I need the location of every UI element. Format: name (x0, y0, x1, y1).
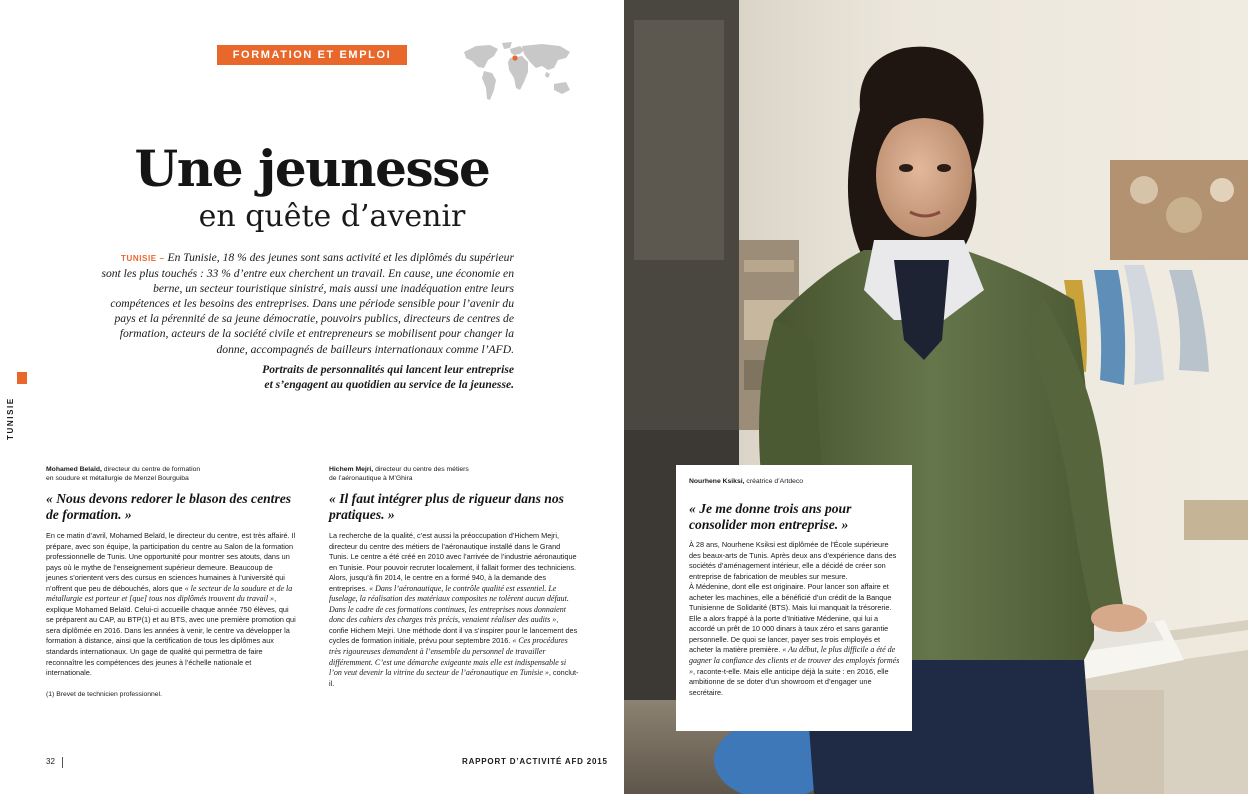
body-text (46, 531, 296, 679)
body-p1: À 28 ans, Nourhene Ksiksi est diplômée de l’École supérieure des beaux-arts de Tunis. Après deux ans d’expérience dans des sociétés d’aménagement intérieur, elle a décidé de créer son entreprise de fabrication de meubles sur mesure. (689, 540, 897, 581)
body-quote-2: « Ces procédures très rigoureuses demandent à l’ensemble du personnel de travailler différemment. C’est une démarche exigeante mais elle est indispensable si l’on veut devenir la vitrine du secteur de l’aéronautique en Tunisie » (329, 636, 568, 678)
side-tab-marker (17, 372, 27, 384)
pull-quote: « Il faut intégrer plus de rigueur dans nos pratiques. » (329, 491, 564, 522)
page-number: 32 (46, 757, 55, 766)
world-map-icon (462, 40, 574, 106)
byline (329, 465, 579, 491)
body-quote-1: « Dans l’aéronautique, le contrôle qualité est essentiel. Le fuselage, la réalisation des matériaux composites ne tolèrent aucun défaut. Dans le cadre de ces formations continues, les entreprises nous donnaient donc des cahiers des charges très précis, venaient réaliser des audits » (329, 583, 569, 625)
tunisia-marker (512, 55, 517, 60)
body-quote-1: « le secteur de la soudure et de la métallurgie est porteur et [que] tous nos diplômés trouvent du travail » (46, 583, 293, 604)
byline-role: créatrice d’Artdeco (744, 478, 804, 485)
side-label: TUNISIE (6, 397, 15, 440)
body-p2: , explique Mohamed Belaïd. Celui-ci accueille chaque année 750 élèves, qui se préparent au CAP, au BTP(1) et au BTS, avec une première promotion qui sera diplômée en 2016. Dans les années à venir, le centre va développer la formation à distance, ainsi que la certification de tous les diplômes aux standards internationaux. Un gage de qualité qui permettra de faire reconnaître les compétences des jeunes à l’échelle nationale et internationale. (46, 594, 296, 678)
body-text (329, 531, 579, 689)
byline-name: Mohamed Belaïd, (46, 466, 102, 473)
headline: Une jeunesse (134, 139, 490, 198)
byline-role-2: de l’aéronautique à M’Ghira (329, 475, 413, 482)
subheadline: en quête d’avenir (198, 199, 466, 234)
intro-kicker: TUNISIE – (120, 254, 165, 263)
body-p2: À Médenine, dont elle est originaire. Pour lancer son affaire et acheter les machines, elle a bénéficié d’un crédit de la Banque Tunisienne de Solidarité (BTS). Mais lui manquait la trésorerie. Elle a alors frappé à la porte d’Initiative Médenine, qui lui a accordé un prêt de 10 000 dinars à taux zéro et sans garantie personnelle. De quoi se lancer, payer ses trois employés et acheter la matière première. (689, 582, 892, 655)
tagline (100, 362, 514, 392)
pull-quote: « Je me donne trois ans pour consolider mon entreprise. » (689, 501, 852, 532)
footer-separator (62, 757, 63, 768)
intro-text: En Tunisie, 18 % des jeunes sont sans activité et les diplômés du supérieur sont les plus touchés : 33 % d’entre eux cherchent un travail. En cause, une économie en berne, un secteur touristique sinistré, mais aussi une inadéquation entre leurs compétences et les besoins des entreprises. Dans une période sensible pour l’avenir du pays et la pérennité de sa jeune démocratie, pouvoirs publics, directeurs de centres de formation, acteurs de la société civile et entrepreneurs se mobilisent pour changer la donne, accompagnés de bailleurs internationaux comme l’AFD. (101, 251, 514, 356)
byline-role: directeur du centre des métiers (373, 466, 469, 473)
footnote: (1) Brevet de technicien professionnel. (46, 690, 162, 698)
byline (689, 477, 900, 501)
byline (46, 465, 296, 491)
intro-paragraph (100, 250, 514, 357)
body-p3: , raconte-t-elle. Mais elle anticipe déjà la suite : en 2016, elle ambitionne de se doter d’un showroom et d’engager une secrétaire. (689, 666, 889, 697)
section-badge: FORMATION ET EMPLOI (217, 45, 407, 65)
byline-name: Nourhene Ksiksi, (689, 478, 745, 485)
profile-hichem-mejri (329, 465, 579, 689)
byline-name: Hichem Mejri, (329, 466, 374, 473)
profile-nourhene-ksiksi (676, 465, 912, 731)
footer-report-title: RAPPORT D’ACTIVITÉ AFD 2015 (462, 757, 608, 766)
body-text (689, 540, 900, 698)
byline-role-2: en soudure et métallurgie de Menzel Bourguiba (46, 475, 189, 482)
pull-quote: « Nous devons redorer le blason des centres de formation. » (46, 491, 292, 522)
body-p1: En ce matin d’avril, Mohamed Belaïd, le directeur du centre, est très affairé. Il prépare, avec son équipe, la participation du centre au Salon de la formation professionnelle de Tunis. Une opportunité pour montrer ses atouts, dans un pays où le mythe de l’enseignement supérieur demeure. Beaucoup de jeunes s’orientent vers des cursus en sciences humaines à l’université qui n’offrent que peu de débouchés, alors que (46, 531, 296, 593)
tagline-line-2: et s’engagent au quotidien au service de la jeunesse. (264, 378, 514, 392)
tagline-line-1: Portraits de personnalités qui lancent leur entreprise (262, 363, 514, 376)
profile-mohamed-belaid (46, 465, 296, 698)
body-p2: , confie Hichem Mejri. Une méthode dont il va s’inspirer pour le lancement des cycles de formation initiale, prévu pour septembre 2016. (329, 615, 578, 646)
body-p1: La recherche de la qualité, c’est aussi la préoccupation d’Hichem Mejri, directeur du centre des métiers de l’aéronautique installé dans le Grand Tunis. Le centre a été créé en 2010 avec l’arrivée de l’industrie aéronautique en Tunisie. Pour pouvoir recruter localement, il fallait former des techniciens. Alors, jusqu’à fin 2014, le centre en a formé 940, à la demande des entreprises. (329, 531, 577, 593)
body-p3: , conclut-il. (329, 668, 579, 688)
byline-role: directeur du centre de formation (101, 466, 201, 473)
body-quote-1: « Au début, le plus difficile a été de gagner la confiance des clients et de trouver des employés formés » (689, 645, 900, 676)
